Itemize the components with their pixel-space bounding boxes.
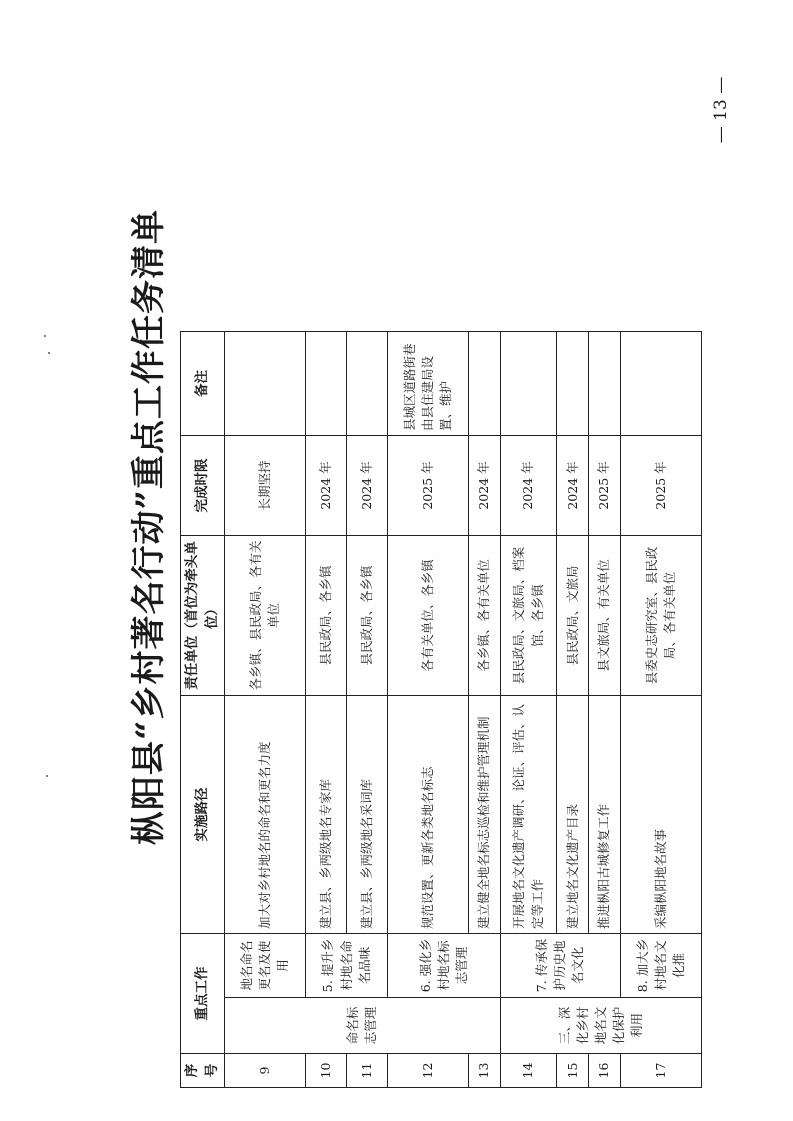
row-no: 10 (306, 1054, 347, 1088)
row-no: 9 (225, 1054, 306, 1088)
remarks-cell (225, 332, 306, 436)
task-table-wrapper (180, 55, 702, 1088)
page-number: — 13 — (711, 76, 731, 144)
remarks-cell (347, 332, 388, 436)
remarks-cell: 县城区道路街巷由县住建局设置、维护 (387, 332, 468, 436)
path-cell: 规范设置、更新各类地名标志 (387, 696, 468, 934)
sub-work: 6. 强化乡村地名标志管理 (387, 934, 500, 998)
unit-cell: 县文旅局、有关单位 (588, 536, 620, 696)
path-cell: 加大对乡村地名的命名和更名力度 (225, 696, 306, 934)
table-row (225, 55, 306, 1088)
remarks-cell (500, 332, 557, 436)
remarks-cell (306, 332, 347, 436)
unit-cell: 县委史志研究室、县民政局、各有关单位 (620, 536, 701, 696)
deadline-cell: 2024 年 (500, 436, 557, 536)
sub-work: 地名命名更名及使用 (225, 934, 306, 998)
remarks-cell (620, 332, 701, 436)
deadline-cell: 2024 年 (557, 436, 589, 536)
table-row (347, 55, 388, 1088)
remarks-cell (469, 332, 501, 436)
path-cell: 建立县、乡两级地名专家库 (306, 696, 347, 934)
header-path: 实施路径 (181, 696, 225, 934)
task-table (180, 54, 702, 1088)
header-row (181, 55, 225, 1088)
path-cell: 开展地名文化遗产调研、论证、评估、认定等工作 (500, 696, 557, 934)
sub-work: 8. 加大乡村地名文化推 (620, 934, 701, 998)
table-row (557, 55, 589, 1088)
deadline-cell: 2025 年 (387, 436, 468, 536)
row-no: 13 (469, 1054, 501, 1088)
table-row (469, 55, 501, 1088)
header-key-work: 重点工作 (181, 934, 225, 1054)
unit-cell: 县民政局、文旅局、档案馆、各乡镇 (500, 536, 557, 696)
row-no: 16 (588, 1054, 620, 1088)
deadline-cell: 2025 年 (620, 436, 701, 536)
path-cell: 建立健全地名标志巡检和维护管理机制 (469, 696, 501, 934)
unit-cell: 县民政局、文旅局 (557, 536, 589, 696)
remarks-cell (588, 332, 620, 436)
header-remarks: 备注 (181, 332, 225, 436)
deadline-cell: 2024 年 (469, 436, 501, 536)
unit-cell: 各乡镇、县民政局、各有关单位 (225, 536, 306, 696)
row-no: 15 (557, 1054, 589, 1088)
unit-cell: 各乡镇、各有关单位 (469, 536, 501, 696)
deadline-cell: 长期坚持 (225, 436, 306, 536)
unit-cell: 县民政局、各乡镇 (347, 536, 388, 696)
sub-work: 7. 传承保护历史地名文化 (500, 934, 620, 998)
table-row (500, 55, 557, 1088)
row-no: 14 (500, 1054, 557, 1088)
sub-work: 5. 提升乡村地名命名品味 (306, 934, 387, 998)
empty-spacer (181, 55, 225, 332)
group-cell: 三、深化乡村地名文化保护利用 (500, 998, 701, 1054)
row-no: 11 (347, 1054, 388, 1088)
remarks-cell (557, 332, 589, 436)
row-no: 17 (620, 1054, 701, 1088)
row-no: 12 (387, 1054, 468, 1088)
path-cell: 建立县、乡两级地名采词库 (347, 696, 388, 934)
table-row (306, 55, 347, 1088)
table-row (620, 55, 701, 1088)
deadline-cell: 2024 年 (347, 436, 388, 536)
deadline-cell: 2024 年 (306, 436, 347, 536)
header-unit: 责任单位（首位为牵头单位） (181, 536, 225, 696)
path-cell: 建立地名文化遗产目录 (557, 696, 589, 934)
table-row (387, 55, 468, 1088)
unit-cell: 县民政局、各乡镇 (306, 536, 347, 696)
header-deadline: 完成时限 (181, 436, 225, 536)
path-cell: 采编枞阳地名故事 (620, 696, 701, 934)
group-cell: 命名标志管理 (225, 998, 501, 1054)
unit-cell: 各有关单位、各乡镇 (387, 536, 468, 696)
header-no: 序号 (181, 1054, 225, 1088)
document-title: 枞阳县“乡村著名行动”重点工作任务清单 (129, 208, 169, 846)
deadline-cell: 2025 年 (588, 436, 620, 536)
table-row (588, 55, 620, 1088)
path-cell: 推进枞阳古城修复工作 (588, 696, 620, 934)
